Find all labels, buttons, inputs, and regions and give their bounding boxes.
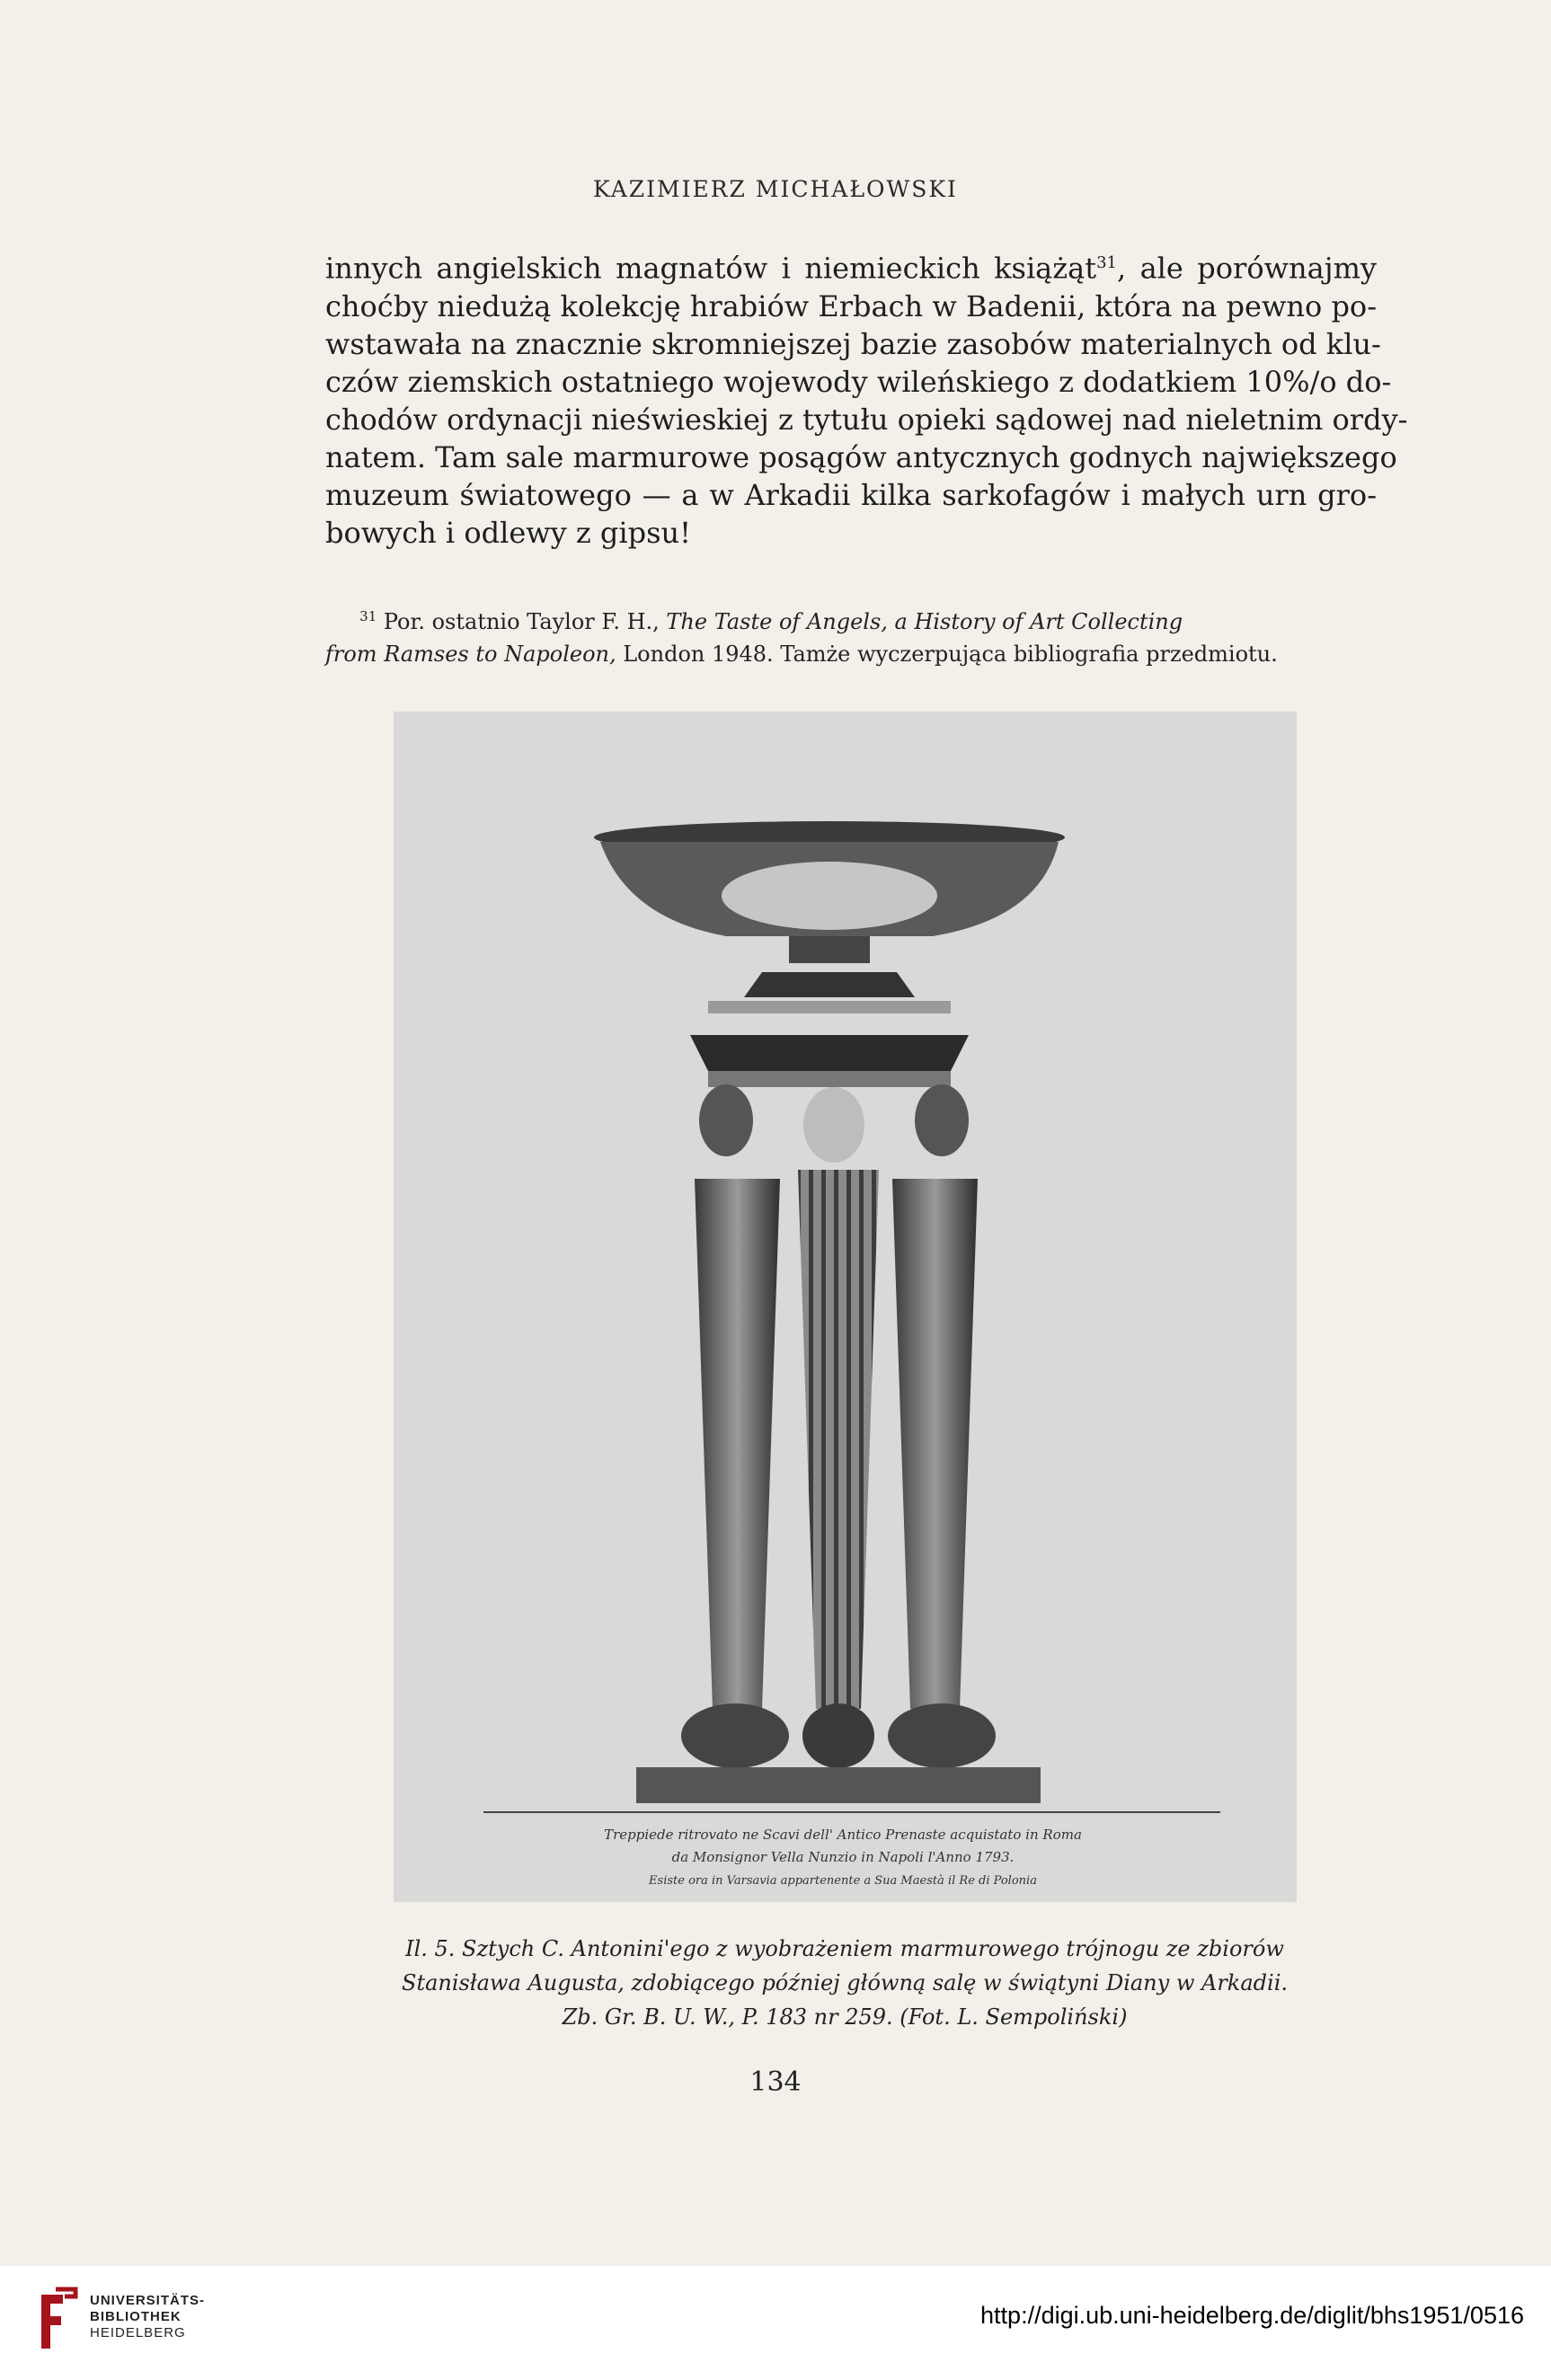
plate-inscription-line: Treppiede ritrovato ne Scavi dell' Antico Prenaste acquistato in Roma: [604, 1827, 1082, 1843]
engraving-plate: [394, 712, 1297, 1902]
permalink-url[interactable]: http://digi.ub.uni-heidelberg.de/diglit/bhs1951/0516: [980, 2302, 1524, 2329]
body-line: wstawała na znacznie skromniejszej bazie zasobów materialnych od klu-: [325, 326, 1381, 361]
caption-line: Stanisława Augusta, zdobiącego później główną salę w świątyni Diany w Arkadii.: [402, 1970, 1288, 1995]
library-logo-icon: [36, 2286, 79, 2356]
tripod-engraving: [394, 712, 1297, 1902]
body-line: natem. Tam sale marmurowe posągów antycznych godnych największego: [325, 439, 1397, 474]
body-line: choćby niedużą kolekcję hrabiów Erbach w Badenii, która na pewno po-: [325, 288, 1377, 323]
plate-inscription-line: Esiste ora in Varsavia appartenente a Sua Maestà il Re di Polonia: [649, 1874, 1037, 1888]
library-footer: [0, 2266, 1551, 2380]
page-number: 134: [749, 2066, 802, 2098]
figure-caption: [306, 1932, 1384, 2034]
footnote-title: The Taste of Angels, a History of Art Collecting: [666, 609, 1183, 634]
footnote-marker: 31: [359, 608, 377, 624]
body-line: chodów ordynacji nieświeskiej z tytułu opieki sądowej nad nieletnim ordy-: [325, 402, 1408, 437]
footnote-line: [325, 638, 1377, 670]
library-name: [90, 2293, 205, 2341]
body-line: czów ziemskich ostatniego wojewody wileńskiego z dodatkiem 10%/o do-: [325, 364, 1392, 399]
body-paragraph: [325, 244, 1408, 552]
body-line: [325, 244, 1377, 288]
footnote-text: London 1948. Tamże wyczerpująca bibliografia przedmiotu.: [616, 641, 1278, 667]
caption-line: Zb. Gr. B. U. W., P. 183 nr 259. (Fot. L. Sempoliński): [562, 2004, 1128, 2030]
footnote: [325, 600, 1377, 670]
library-name-line: BIBLIOTHEK: [90, 2309, 182, 2324]
library-name-line: UNIVERSITÄTS-: [90, 2293, 206, 2308]
running-head: KAZIMIERZ MICHAŁOWSKI: [593, 176, 958, 202]
plate-inscription-line: da Monsignor Vella Nunzio in Napoli l'Anno 1793.: [671, 1849, 1015, 1865]
body-line-text: innych angielskich magnatów i niemieckich książąt: [325, 251, 1097, 286]
library-name-line: HEIDELBERG: [90, 2325, 186, 2340]
footnote-text: Por. ostatnio Taylor F. H.,: [377, 609, 667, 634]
body-line-text: , ale porównajmy: [1116, 251, 1378, 286]
footnote-reference[interactable]: 31: [1096, 253, 1117, 272]
body-line: muzeum światowego — a w Arkadii kilka sarkofagów i małych urn gro-: [325, 477, 1377, 512]
body-line: bowych i odlewy z gipsu!: [325, 515, 692, 550]
caption-line: Il. 5. Sztych C. Antonini'ego z wyobrażeniem marmurowego trójnogu ze zbiorów: [405, 1936, 1284, 1961]
footnote-line: [325, 600, 1377, 638]
footnote-title: from Ramses to Napoleon,: [325, 641, 616, 667]
